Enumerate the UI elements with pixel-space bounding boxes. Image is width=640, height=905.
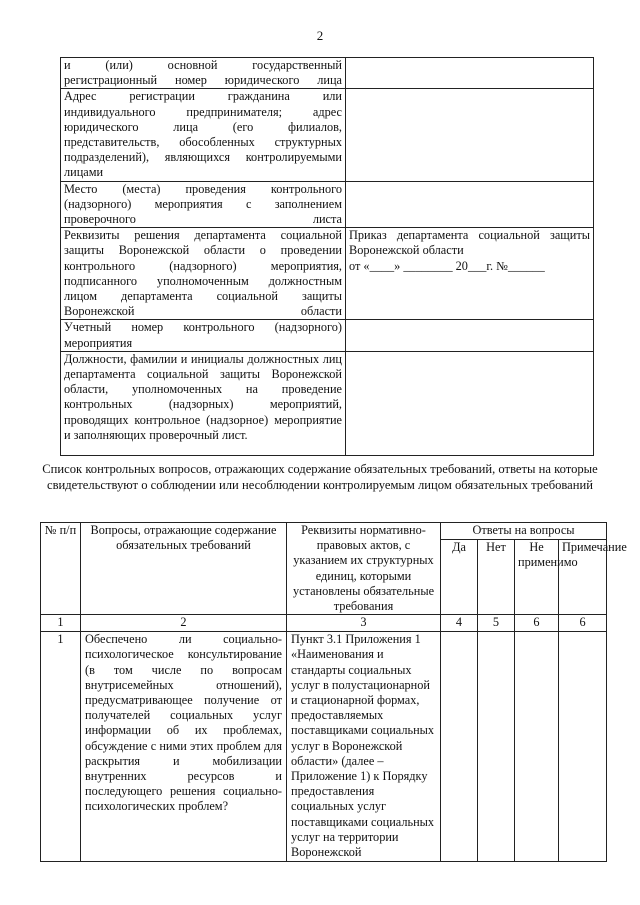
info-value xyxy=(346,58,594,89)
info-row-address xyxy=(61,89,594,181)
col-number: 1 xyxy=(41,615,81,632)
header-requisites: Реквизиты нормативно-правовых актов, с указанием их структурных единиц, которыми установлены обязательные требования xyxy=(287,523,441,615)
header-answers: Ответы на вопросы xyxy=(441,523,607,540)
header-not-applicable: Не применимо xyxy=(515,539,559,614)
info-value xyxy=(346,228,594,320)
info-row-account-number xyxy=(61,320,594,351)
info-value xyxy=(346,320,594,351)
header-note: Примечание xyxy=(559,539,607,614)
header-num: № п/п xyxy=(41,523,81,615)
info-value xyxy=(346,89,594,181)
info-value xyxy=(346,351,594,455)
row-question: Обеспечено ли социально-психологическое консультирование (в том числе по вопросам внутрисемейных отношений), предусматривающее получение от получателей социальных услуг информации об их проблемах, обсуждение с ними этих проблем для раскрытия и мобилизации внутренних ресурсов и последующего решения социально-психологических проблем? xyxy=(81,632,287,862)
info-label: Реквизиты решения департамента социальной защиты Воронежской области о проведении контрольного (надзорного) мероприятия, подписанного уполномоченным должностным лицом департамента социальной защиты Воронежской области xyxy=(61,228,346,320)
info-row-ogrn xyxy=(61,58,594,89)
info-row-officials xyxy=(61,351,594,455)
header-question: Вопросы, отражающие содержание обязательных требований xyxy=(81,523,287,615)
answer-no-cell[interactable] xyxy=(478,632,515,862)
info-row-decision xyxy=(61,228,594,320)
col-number: 4 xyxy=(441,615,478,632)
checklist-table xyxy=(40,522,627,862)
answer-yes-cell[interactable] xyxy=(441,632,478,862)
answer-not-applicable-cell[interactable] xyxy=(515,632,559,862)
info-label: Место (места) проведения контрольного (надзорного) мероприятия с заполнением проверочного листа xyxy=(61,181,346,228)
header-no: Нет xyxy=(478,539,515,614)
inspection-info-table xyxy=(60,57,594,456)
info-label: и (или) основной государственный регистрационный номер юридического лица xyxy=(61,58,346,89)
info-row-place xyxy=(61,181,594,228)
table-row xyxy=(41,632,607,862)
row-requisites: Пункт 3.1 Приложения 1 «Наименования и стандарты социальных услуг в полустационарной и стационарной формах, предоставляемых поставщиками социальных услуг в Воронежской области» (далее – Приложение 1) к Порядку предоставления социальных услуг поставщиками социальных услуг на территории Воронежской xyxy=(287,632,441,862)
row-num: 1 xyxy=(41,632,81,862)
info-label: Адрес регистрации гражданина или индивидуального предпринимателя; адрес юридического лица (его филиалов, представительств, обособленных структурных подразделений), являющихся контролируемыми лицами xyxy=(61,89,346,181)
info-label: Учетный номер контрольного (надзорного) мероприятия xyxy=(61,320,346,351)
answer-note-cell[interactable] xyxy=(559,632,607,862)
header-yes: Да xyxy=(441,539,478,614)
page-number: 2 xyxy=(316,28,324,43)
info-value xyxy=(346,181,594,228)
col-number: 6 xyxy=(559,615,607,632)
col-number: 5 xyxy=(478,615,515,632)
column-number-row xyxy=(41,615,607,632)
col-number: 6 xyxy=(515,615,559,632)
col-number: 3 xyxy=(287,615,441,632)
col-number: 2 xyxy=(81,615,287,632)
checklist-heading: Список контрольных вопросов, отражающих содержание обязательных требований, ответы на которые свидетельствуют о соблюдении или несоблюдении контролируемым лицом обязательных требований xyxy=(42,462,598,492)
header-row-1 xyxy=(41,523,607,540)
decision-order-title: Приказ департамента социальной защиты Воронежской области xyxy=(349,228,590,258)
info-label: Должности, фамилии и инициалы должностных лиц департамента социальной защиты Воронежской области, уполномоченных на проведение контрольных (надзорных) мероприятий, проводящих контрольное (надзорное) мероприятие и заполняющих проверочный лист. xyxy=(61,351,346,455)
decision-order-date: от «____» ________ 20___г. №______ xyxy=(349,258,545,273)
